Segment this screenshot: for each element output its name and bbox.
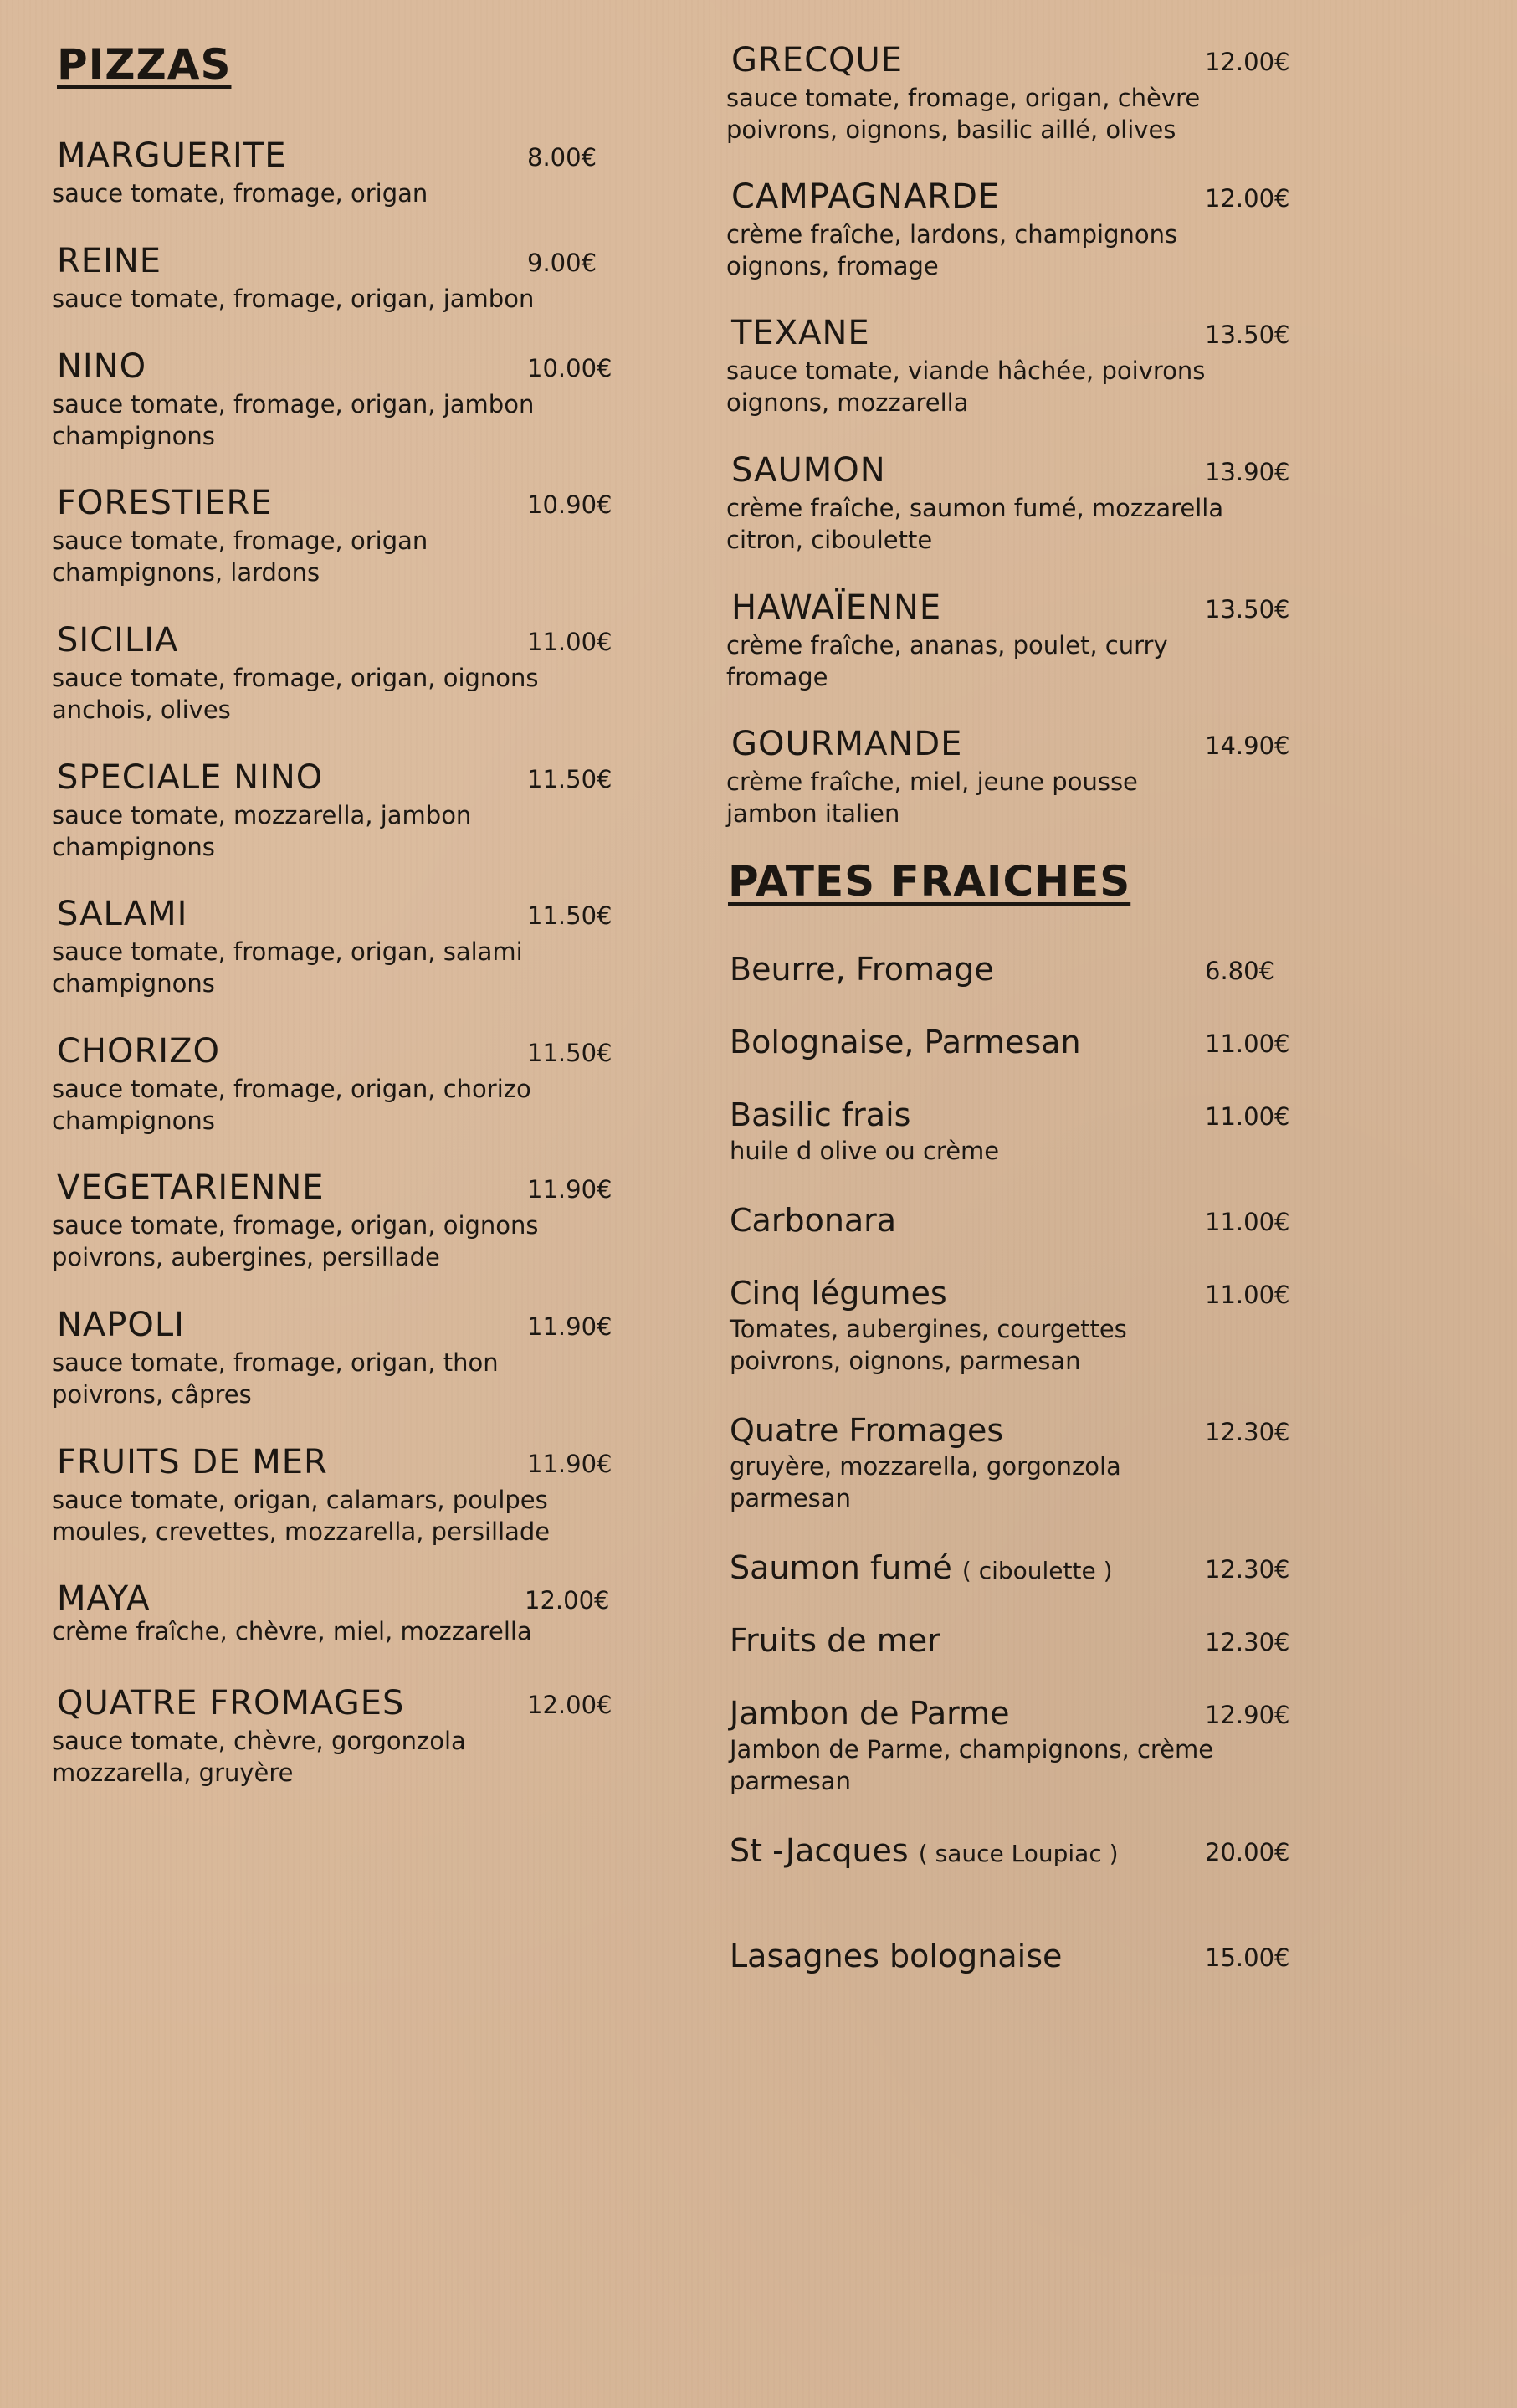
item-price: 11.50€ xyxy=(527,765,612,793)
item-name: Fruits de mer xyxy=(730,1622,940,1659)
item-description: crème fraîche, saumon fumé, mozzarella citron, ciboulette xyxy=(726,494,1224,554)
item-price: 13.50€ xyxy=(1205,321,1290,349)
item-description: sauce tomate, chèvre, gorgonzola mozzarella, gruyère xyxy=(52,1727,466,1787)
item-name: MAYA xyxy=(57,1579,151,1618)
item-name: Quatre Fromages xyxy=(730,1412,1004,1449)
item-description: huile d olive ou crème xyxy=(730,1137,1000,1165)
item-description: sauce tomate, viande hâchée, poivrons oignons, mozzarella xyxy=(726,357,1206,417)
item-name: GOURMANDE xyxy=(731,725,963,763)
item-name: TEXANE xyxy=(731,314,870,352)
item-price: 15.00€ xyxy=(1205,1943,1290,1972)
item-price: 6.80€ xyxy=(1205,957,1275,985)
item-name-text: Saumon fumé xyxy=(730,1549,952,1586)
item-name xyxy=(730,1548,1113,1591)
item-price: 10.90€ xyxy=(527,490,612,519)
item-description: sauce tomate, fromage, origan xyxy=(52,179,428,208)
item-description: crème fraîche, lardons, champignons oignons, fromage xyxy=(726,220,1178,280)
item-name: SPECIALE NINO xyxy=(57,758,324,797)
item-name: NAPOLI xyxy=(57,1306,185,1344)
item-price: 8.00€ xyxy=(527,143,597,172)
item-price: 13.50€ xyxy=(1205,595,1290,624)
item-name: CAMPAGNARDE xyxy=(731,177,1001,216)
item-price: 11.90€ xyxy=(527,1450,612,1478)
item-name: QUATRE FROMAGES xyxy=(57,1684,405,1723)
item-name-text: St -Jacques xyxy=(730,1832,909,1869)
item-name: FORESTIERE xyxy=(57,484,273,522)
item-price: 14.90€ xyxy=(1205,732,1290,760)
item-price: 12.00€ xyxy=(525,1586,610,1615)
item-price: 9.00€ xyxy=(527,249,597,277)
item-price: 12.30€ xyxy=(1205,1555,1290,1584)
item-name xyxy=(730,1830,1119,1874)
item-description: crème fraîche, miel, jeune pousse jambon italien xyxy=(726,768,1138,828)
item-price: 13.90€ xyxy=(1205,458,1290,486)
item-description: gruyère, mozzarella, gorgonzola parmesan xyxy=(730,1452,1121,1512)
item-description: crème fraîche, ananas, poulet, curry fromage xyxy=(726,631,1168,691)
item-price: 12.90€ xyxy=(1205,1701,1290,1729)
item-name: SICILIA xyxy=(57,621,179,660)
item-name: Lasagnes bolognaise xyxy=(730,1938,1063,1974)
item-price: 12.30€ xyxy=(1205,1418,1290,1446)
item-name: NINO xyxy=(57,347,147,386)
item-description: sauce tomate, fromage, origan champignons, lardons xyxy=(52,526,428,587)
item-description: Tomates, aubergines, courgettes poivrons, oignons, parmesan xyxy=(730,1315,1127,1375)
item-description: sauce tomate, fromage, origan, chorizo champignons xyxy=(52,1075,531,1135)
item-price: 11.00€ xyxy=(527,628,612,656)
item-price: 11.00€ xyxy=(1205,1281,1290,1309)
item-description: sauce tomate, fromage, origan, jambon champignons xyxy=(52,390,535,450)
item-name: VEGETARIENNE xyxy=(57,1168,325,1207)
item-name: MARGUERITE xyxy=(57,136,287,175)
item-description: sauce tomate, mozzarella, jambon champignons xyxy=(52,801,472,861)
item-price: 11.00€ xyxy=(1205,1029,1290,1058)
item-price: 11.90€ xyxy=(527,1175,612,1204)
item-name: CHORIZO xyxy=(57,1032,220,1071)
item-description: sauce tomate, fromage, origan, oignons anchois, olives xyxy=(52,664,539,724)
item-note: ( sauce Loupiac ) xyxy=(918,1840,1119,1867)
item-description: sauce tomate, fromage, origan, jambon xyxy=(52,285,535,313)
item-price: 12.30€ xyxy=(1205,1628,1290,1656)
item-price: 11.00€ xyxy=(1205,1102,1290,1131)
item-price: 11.50€ xyxy=(527,1039,612,1067)
item-name: Bolognaise, Parmesan xyxy=(730,1024,1081,1060)
item-description: sauce tomate, fromage, origan, salami champignons xyxy=(52,937,523,998)
item-description: sauce tomate, fromage, origan, oignons poivrons, aubergines, persillade xyxy=(52,1211,539,1271)
pates-heading: PATES FRAICHES xyxy=(728,857,1131,906)
item-price: 12.00€ xyxy=(1205,184,1290,213)
item-name: HAWAÏENNE xyxy=(731,588,942,627)
item-price: 11.00€ xyxy=(1205,1208,1290,1236)
item-name: GRECQUE xyxy=(731,41,904,80)
item-name: Basilic frais xyxy=(730,1096,911,1133)
item-price: 12.00€ xyxy=(527,1691,612,1719)
item-description: sauce tomate, origan, calamars, poulpes moules, crevettes, mozzarella, persillade xyxy=(52,1486,551,1546)
item-price: 20.00€ xyxy=(1205,1838,1290,1866)
item-name: Jambon de Parme xyxy=(730,1695,1010,1732)
item-price: 10.00€ xyxy=(527,354,612,383)
item-name: SAUMON xyxy=(731,451,886,490)
item-price: 12.00€ xyxy=(1205,48,1290,76)
item-description: sauce tomate, fromage, origan, chèvre poivrons, oignons, basilic aillé, olives xyxy=(726,84,1201,144)
item-name: SALAMI xyxy=(57,895,188,933)
item-note: ( ciboulette ) xyxy=(961,1557,1113,1584)
item-price: 11.90€ xyxy=(527,1312,612,1341)
item-description: sauce tomate, fromage, origan, thon poivrons, câpres xyxy=(52,1348,499,1409)
item-name: Beurre, Fromage xyxy=(730,951,994,988)
item-name: FRUITS DE MER xyxy=(57,1443,328,1481)
item-description: Jambon de Parme, champignons, crème parmesan xyxy=(730,1735,1214,1795)
item-name: Cinq légumes xyxy=(730,1275,947,1312)
item-name: Carbonara xyxy=(730,1202,897,1239)
item-name: REINE xyxy=(57,242,162,280)
item-price: 11.50€ xyxy=(527,901,612,930)
pizzas-heading: PIZZAS xyxy=(57,40,232,89)
item-description: crème fraîche, chèvre, miel, mozzarella xyxy=(52,1617,532,1646)
